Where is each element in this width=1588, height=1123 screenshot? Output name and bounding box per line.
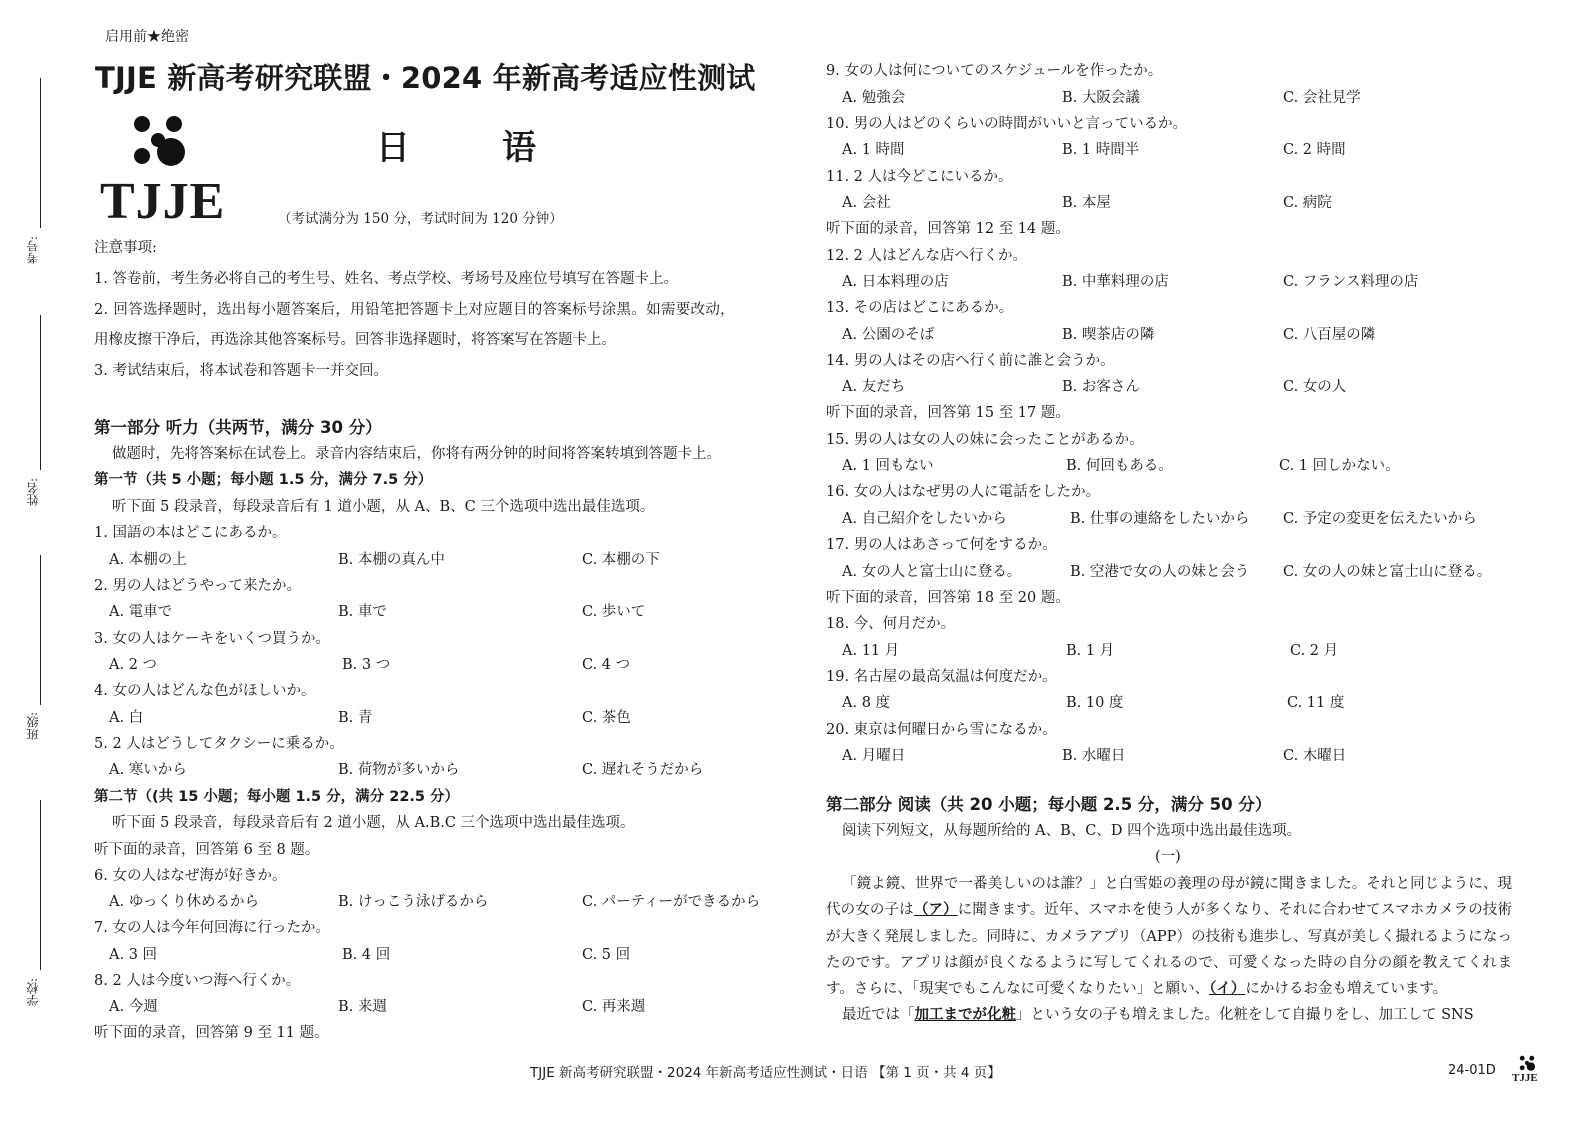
question: 19. 名古屋の最高気温は何度だか。 <box>826 669 1057 685</box>
option-a: A. 寒いから <box>109 762 187 778</box>
listen-instruction: 听下面的录音，回答第 12 至 14 题。 <box>826 221 1070 237</box>
question: 8. 2 人は今度いつ海へ行くか。 <box>94 973 301 989</box>
passage-number: (一) <box>1155 849 1181 865</box>
binding-line <box>40 315 41 470</box>
option-c: C. 女の人 <box>1283 379 1347 395</box>
option-c: C. 茶色 <box>582 710 631 726</box>
listen-instruction: 听下面的录音，回答第 9 至 11 题。 <box>94 1025 329 1041</box>
option-b: B. 何回もある。 <box>1066 458 1173 474</box>
binding-line <box>40 555 41 705</box>
option-a: A. 女の人と富士山に登る。 <box>842 564 1022 580</box>
question: 10. 男の人はどのくらいの時間がいいと言っているか。 <box>826 116 1188 132</box>
option-a: A. 8 度 <box>842 695 891 711</box>
tjje-logo-icon <box>128 110 188 170</box>
section1-instruction: 听下面 5 段录音，每段录音后有 1 道小题，从 A、B、C 三个选项中选出最佳选项。 <box>112 499 655 515</box>
option-c: C. 八百屋の隣 <box>1283 327 1376 343</box>
passage-text: に聞きます。近年、スマホを使う人が多くなり、それに合わせてスマホカメラの技術が大きく発展しました。同時に、カメラアプリ（APP）の技術も進歩し、写真が美しく撮れるようになったのです。アプリは顔が良くなるように写してくれるので、可愛くなった時の自分の顔を教えてくれます。さらに、「現実でもこんなに可愛くなりたい」と願い、 <box>826 902 1513 998</box>
option-c: C. 病院 <box>1283 195 1332 211</box>
part1-instruction: 做题时，先将答案标在试卷上。录音内容结束后，你将有两分钟的时间将答案转填到答题卡上。 <box>112 446 721 462</box>
option-b: B. 1 時間半 <box>1062 142 1140 158</box>
binding-line <box>40 800 41 970</box>
margin-label-class: 班级: <box>26 712 40 741</box>
option-b: B. お客さん <box>1062 379 1140 395</box>
question: 18. 今、何月だか。 <box>826 616 956 632</box>
question: 15. 男の人は女の人の妹に会ったことがあるか。 <box>826 432 1144 448</box>
listen-instruction: 听下面的录音，回答第 15 至 17 题。 <box>826 405 1070 421</box>
passage-text: にかけるお金も増えています。 <box>1245 981 1448 998</box>
section2-title: 第二节（(共 15 小题；每小题 1.5 分，满分 22.5 分） <box>94 789 460 805</box>
passage-text: 最近では「 <box>842 1007 915 1024</box>
option-b: B. 大阪会議 <box>1062 90 1140 106</box>
option-b: B. 喫茶店の隣 <box>1062 327 1155 343</box>
notice-item: 3. 考试结束后，将本试卷和答题卡一并交回。 <box>94 363 388 379</box>
option-c: C. 女の人の妹と富士山に登る。 <box>1283 564 1492 580</box>
option-b: B. けっこう泳げるから <box>338 894 489 910</box>
notice-title: 注意事项: <box>94 240 157 256</box>
footer-logo-text: TJJE <box>1512 1072 1538 1084</box>
question: 20. 東京は何曜日から雪になるか。 <box>826 722 1057 738</box>
option-a: A. ゆっくり休めるから <box>109 894 260 910</box>
passage-paragraph <box>826 871 1512 1002</box>
option-b: B. 来週 <box>338 999 387 1015</box>
option-a: A. 今週 <box>109 999 158 1015</box>
passage-text: 「鏡よ鏡、世界で一番美しいのは誰？」と白雪姫の義理の母が鏡に聞きました。それと同じように、現代の女の子は <box>826 876 1512 919</box>
option-a: A. 自己紹介をしたいから <box>842 511 1007 527</box>
margin-label-school: 学校: <box>26 978 40 1007</box>
confidential-label: 启用前★绝密 <box>105 29 189 45</box>
section2-instruction: 听下面 5 段录音，每段录音后有 2 道小题，从 A.B.C 三个选项中选出最佳选项。 <box>112 815 635 831</box>
question: 4. 女の人はどんな色がほしいか。 <box>94 683 316 699</box>
option-c: C. 遅れそうだから <box>582 762 704 778</box>
option-c: C. 5 回 <box>582 947 631 963</box>
question: 16. 女の人はなぜ男の人に電話をしたか。 <box>826 484 1101 500</box>
option-b: B. 車で <box>338 604 387 620</box>
option-b: B. 本棚の真ん中 <box>338 552 445 568</box>
exam-title: TJJE 新高考研究联盟・2024 年新高考适应性测试 <box>95 61 756 95</box>
option-c: C. 本棚の下 <box>582 552 660 568</box>
option-c: C. フランス料理の店 <box>1283 274 1419 290</box>
option-a: A. 3 回 <box>109 947 158 963</box>
option-b: B. 3 つ <box>342 657 391 673</box>
option-c: C. パーティーができるから <box>582 894 761 910</box>
option-b: B. 4 回 <box>342 947 391 963</box>
question: 3. 女の人はケーキをいくつ買うか。 <box>94 631 330 647</box>
option-b: B. 空港で女の人の妹と会う <box>1070 564 1250 580</box>
question: 9. 女の人は何についてのスケジュールを作ったか。 <box>826 63 1163 79</box>
logo-text: TJJE <box>100 173 226 230</box>
exam-info: （考试满分为 150 分，考试时间为 120 分钟） <box>278 211 563 227</box>
option-c: C. 木曜日 <box>1283 748 1347 764</box>
passage-text: 」という女の子も増えました。化粧をして自撮りをし、加工して SNS <box>1016 1007 1474 1024</box>
option-b: B. 本屋 <box>1062 195 1111 211</box>
option-c: C. 4 つ <box>582 657 631 673</box>
option-c: C. 11 度 <box>1287 695 1345 711</box>
option-a: A. 月曜日 <box>842 748 906 764</box>
page-footer: TJJE 新高考研究联盟・2024 年新高考适应性测试・日语 【第 1 页・共 4 页】 <box>530 1065 1001 1081</box>
option-a: A. 白 <box>109 710 144 726</box>
option-a: A. 勉強会 <box>842 90 906 106</box>
reading-passage <box>826 871 1512 1029</box>
option-b: B. 10 度 <box>1066 695 1124 711</box>
option-a: A. 公園のそば <box>842 327 935 343</box>
option-a: A. 電車で <box>109 604 173 620</box>
margin-label-exam-no: 考号: <box>26 236 40 265</box>
option-c: C. 歩いて <box>582 604 646 620</box>
option-c: C. 再来週 <box>582 999 646 1015</box>
question: 2. 男の人はどうやって来たか。 <box>94 578 301 594</box>
option-b: B. 中華料理の店 <box>1062 274 1169 290</box>
option-a: A. 会社 <box>842 195 891 211</box>
option-a: A. 日本料理の店 <box>842 274 949 290</box>
blank-a: （ア） <box>913 902 958 919</box>
margin-label-name: 姓名: <box>26 478 40 507</box>
option-c: C. 会社見学 <box>1283 90 1361 106</box>
question: 12. 2 人はどんな店へ行くか。 <box>826 248 1028 264</box>
subject-title: 日语 <box>376 128 628 168</box>
question: 1. 国語の本はどこにあるか。 <box>94 525 287 541</box>
option-a: A. 1 回もない <box>842 458 934 474</box>
part2-title: 第二部分 阅读（共 20 小题；每小题 2.5 分，满分 50 分） <box>826 795 1272 814</box>
option-a: A. 11 月 <box>842 643 900 659</box>
question: 7. 女の人は今年何回海に行ったか。 <box>94 920 330 936</box>
option-c: C. 1 回しかない。 <box>1279 458 1400 474</box>
notice-item: 2. 回答选择题时，选出每小题答案后，用铅笔把答题卡上对应题目的答案标号涂黑。如需要改动， <box>94 302 735 318</box>
question: 17. 男の人はあさって何をするか。 <box>826 537 1057 553</box>
notice-item: 1. 答卷前，考生务必将自己的考生号、姓名、考点学校、考场号及座位号填写在答题卡上。 <box>94 271 678 287</box>
question: 13. その店はどこにあるか。 <box>826 300 1014 316</box>
notice-item: 用橡皮擦干净后，再选涂其他答案标号。回答非选择题时，将答案写在答题卡上。 <box>94 332 616 348</box>
section1-title: 第一节（共 5 小题；每小题 1.5 分，满分 7.5 分） <box>94 472 433 488</box>
listen-instruction: 听下面的录音，回答第 6 至 8 题。 <box>94 842 320 858</box>
option-a: A. 1 時間 <box>842 142 905 158</box>
option-c: C. 予定の変更を伝えたいから <box>1283 511 1477 527</box>
paper-code: 24-01D <box>1448 1063 1496 1078</box>
option-a: A. 2 つ <box>109 657 158 673</box>
listen-instruction: 听下面的录音，回答第 18 至 20 题。 <box>826 590 1070 606</box>
option-b: B. 1 月 <box>1066 643 1115 659</box>
blank-i: （イ） <box>1209 981 1246 998</box>
option-b: B. 仕事の連絡をしたいから <box>1070 511 1250 527</box>
question: 11. 2 人は今どこにいるか。 <box>826 169 1013 185</box>
binding-line <box>40 78 41 228</box>
question: 5. 2 人はどうしてタクシーに乗るか。 <box>94 736 344 752</box>
option-c: C. 2 月 <box>1290 643 1339 659</box>
option-a: A. 友だち <box>842 379 906 395</box>
emphasized-phrase: 加工までが化粧 <box>914 1007 1016 1024</box>
question: 14. 男の人はその店へ行く前に誰と会うか。 <box>826 353 1115 369</box>
option-b: B. 荷物が多いから <box>338 762 460 778</box>
passage-paragraph <box>826 1002 1512 1028</box>
part2-instruction: 阅读下列短文，从每题所给的 A、B、C、D 四个选项中选出最佳选项。 <box>842 823 1302 839</box>
option-c: C. 2 時間 <box>1283 142 1346 158</box>
option-b: B. 水曜日 <box>1062 748 1126 764</box>
option-b: B. 青 <box>338 710 373 726</box>
tjje-logo-small-icon <box>1518 1054 1536 1072</box>
option-a: A. 本棚の上 <box>109 552 187 568</box>
question: 6. 女の人はなぜ海が好きか。 <box>94 868 287 884</box>
part1-title: 第一部分 听力（共两节，满分 30 分） <box>94 418 382 437</box>
